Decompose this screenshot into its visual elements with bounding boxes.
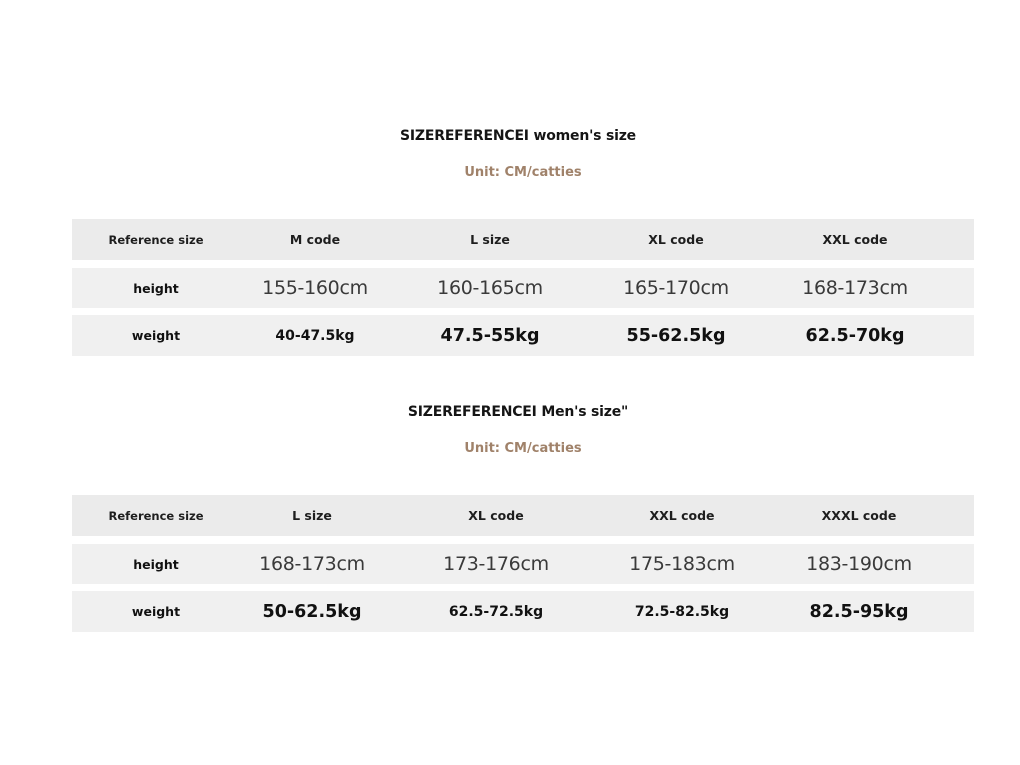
header-size-col-1: M code bbox=[289, 232, 341, 247]
height-value: 173-176cm bbox=[443, 553, 549, 575]
height-value: 160-165cm bbox=[437, 277, 543, 299]
header-size-col-4: XXXL code bbox=[821, 508, 897, 523]
header-size-col-2: XL code bbox=[468, 508, 524, 523]
height-value: 155-160cm bbox=[262, 277, 368, 299]
weight-value: 82.5-95kg bbox=[809, 601, 909, 622]
height-value: 168-173cm bbox=[802, 277, 908, 299]
men-unit-label: Unit: CM/catties bbox=[464, 441, 582, 456]
weight-value: 47.5-55kg bbox=[440, 325, 540, 346]
height-label: height bbox=[133, 280, 179, 296]
height-value: 168-173cm bbox=[259, 553, 365, 575]
men-size-title: SIZEREFERENCEI Men's size" bbox=[407, 404, 629, 420]
weight-value: 55-62.5kg bbox=[626, 325, 726, 346]
height-value: 175-183cm bbox=[629, 553, 735, 575]
header-size-col-3: XXL code bbox=[649, 508, 715, 523]
men-weight-row bbox=[72, 591, 974, 632]
weight-label: weight bbox=[131, 328, 181, 343]
weight-value: 62.5-72.5kg bbox=[448, 603, 544, 620]
weight-value: 40-47.5kg bbox=[275, 327, 355, 344]
weight-label: weight bbox=[131, 604, 181, 619]
header-size-col-3: XL code bbox=[648, 232, 704, 247]
height-label: height bbox=[133, 556, 179, 572]
weight-value: 72.5-82.5kg bbox=[634, 603, 730, 620]
women-size-title: SIZEREFERENCEI women's size bbox=[400, 128, 636, 144]
women-unit-label: Unit: CM/catties bbox=[464, 165, 582, 180]
header-size-col-2: L size bbox=[470, 232, 510, 247]
women-header-row bbox=[72, 219, 974, 260]
women-height-row bbox=[72, 268, 974, 308]
header-reference-size: Reference size bbox=[108, 508, 204, 523]
men-height-row bbox=[72, 544, 974, 584]
header-size-col-1: L size bbox=[292, 508, 332, 523]
weight-value: 62.5-70kg bbox=[805, 325, 905, 346]
height-value: 183-190cm bbox=[806, 553, 912, 575]
height-value: 165-170cm bbox=[623, 277, 729, 299]
women-weight-row bbox=[72, 315, 974, 356]
men-header-row bbox=[72, 495, 974, 536]
header-reference-size: Reference size bbox=[108, 232, 204, 247]
header-size-col-4: XXL code bbox=[822, 232, 888, 247]
weight-value: 50-62.5kg bbox=[262, 601, 362, 622]
